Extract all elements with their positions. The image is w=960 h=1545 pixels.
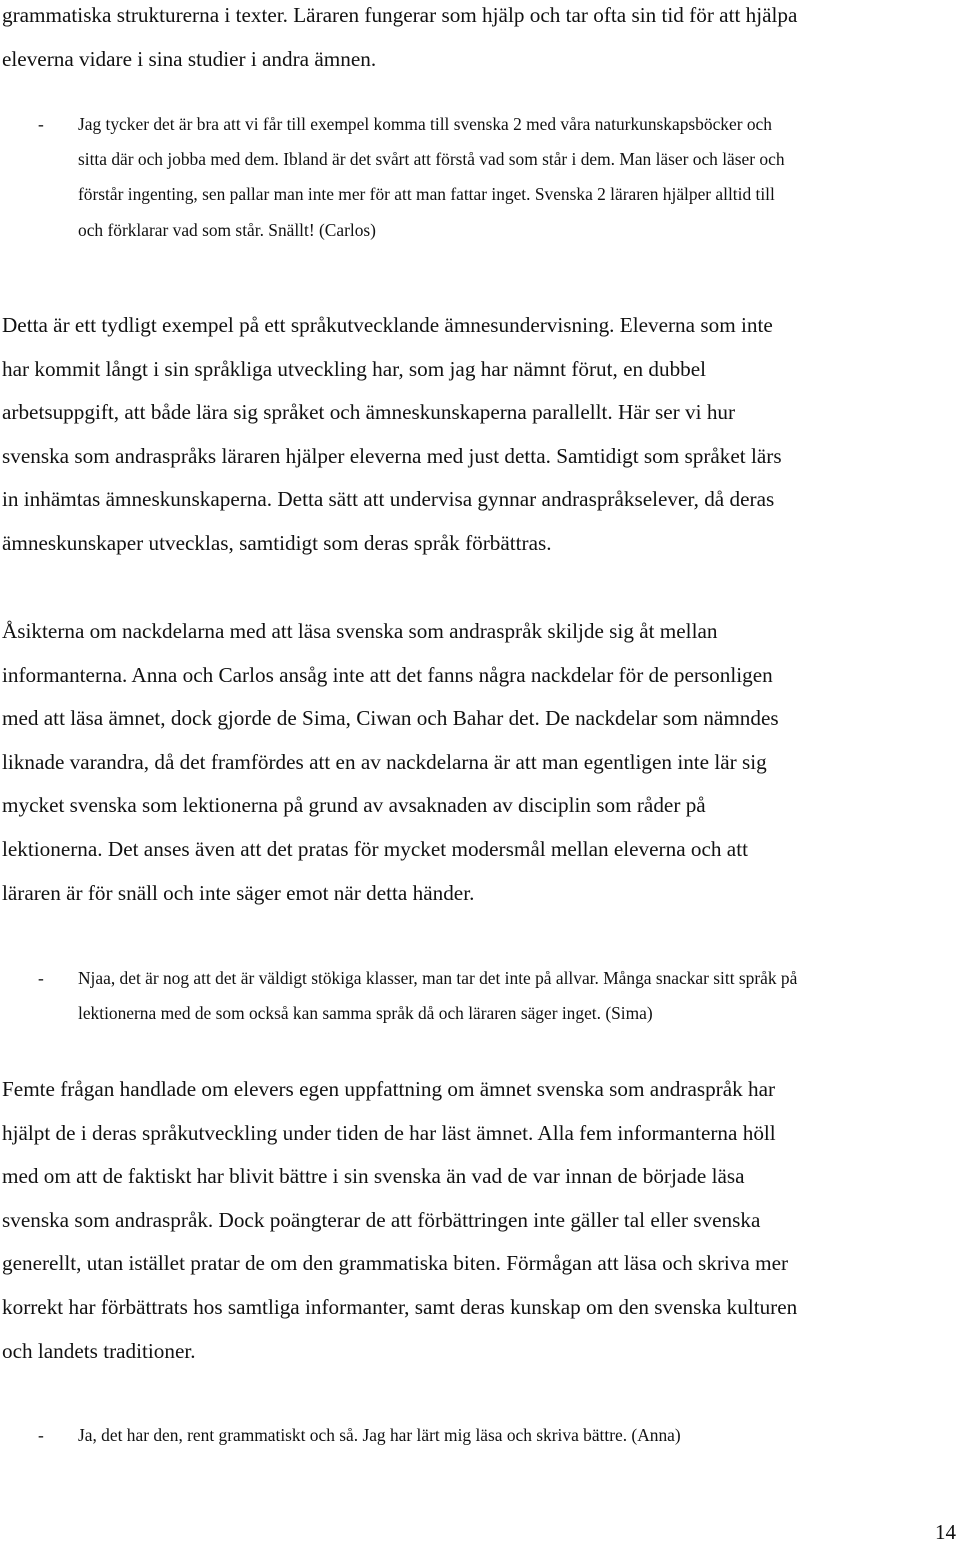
- quote-carlos: [38, 107, 953, 257]
- top-paragraph: [2, 0, 942, 81]
- paragraph-line: arbetsuppgift, att både lära sig språket och ämneskunskaperna parallellt. Här ser vi hur: [2, 400, 736, 425]
- paragraph-fifth-question: [2, 1068, 942, 1373]
- paragraph-line: eleverna vidare i sina studier i andra ämnen.: [2, 46, 377, 71]
- paragraph-line: läraren är för snäll och inte säger emot när detta händer.: [2, 880, 475, 905]
- paragraph-line: med att läsa ämnet, dock gjorde de Sima, Ciwan och Bahar det. De nackdelar som nämndes: [2, 706, 779, 731]
- quote-line: Ja, det har den, rent grammatiskt och så. Jag har lärt mig läsa och skriva bättre. (Anna): [78, 1425, 681, 1445]
- paragraph-line: grammatiska strukturerna i texter. Läraren fungerar som hjälp och tar ofta sin tid för att hjälpa: [2, 3, 798, 27]
- paragraph-line: generellt, utan istället pratar de om den grammatiska biten. Förmågan att läsa och skriva mer: [2, 1251, 789, 1276]
- paragraph-line: mycket svenska som lektionerna på grund av avsaknaden av disciplin som råder på: [2, 793, 706, 818]
- paragraph-line: med om att de faktiskt har blivit bättre i sin svenska än vad de var innan de började läsa: [2, 1164, 745, 1189]
- paragraph-line: Femte frågan handlade om elevers egen uppfattning om ämnet svenska som andraspråk har: [2, 1077, 776, 1101]
- quote-anna: [38, 1418, 953, 1458]
- quote-line: sitta där och jobba med dem. Ibland är det svårt att förstå vad som står i dem. Man läser och läser och: [78, 149, 785, 170]
- paragraph-line: informanterna. Anna och Carlos ansåg inte att det fanns några nackdelar för de personligen: [2, 662, 773, 687]
- paragraph-line: och landets traditioner.: [2, 1338, 196, 1363]
- paragraph-line: in inhämtas ämneskunskaperna. Detta sätt att undervisa gynnar andraspråkselever, då deras: [2, 487, 775, 512]
- quote-line: Jag tycker det är bra att vi får till exempel komma till svenska 2 med våra naturkunskapsböcker och: [78, 114, 772, 134]
- list-bullet: -: [38, 114, 44, 134]
- page-number: 14: [935, 1520, 956, 1544]
- quote-line: Njaa, det är nog att det är väldigt stökiga klasser, man tar det inte på allvar. Många snackar sitt språk på: [78, 968, 798, 988]
- paragraph-line: liknade varandra, då det framfördes att en av nackdelarna är att man egentligen inte lär sig: [2, 749, 767, 774]
- quote-text: [78, 961, 797, 1031]
- list-bullet: -: [38, 968, 44, 988]
- quote-text: [78, 1418, 681, 1453]
- paragraph-example: [2, 304, 942, 566]
- paragraph-line: hjälpt de i deras språkutveckling under tiden de har läst ämnet. Alla fem informanterna höll: [2, 1120, 776, 1145]
- paragraph-line: svenska som andraspråk. Dock poängterar de att förbättringen inte gäller tal eller svenska: [2, 1207, 761, 1232]
- quote-line: förstår ingenting, sen pallar man inte mer för att man fattar inget. Svenska 2 läraren hjälper alltid till: [78, 184, 775, 205]
- paragraph-line: Åsikterna om nackdelarna med att läsa svenska som andraspråk skiljde sig åt mellan: [2, 619, 718, 643]
- quote-sima: [38, 961, 953, 1041]
- paragraph-line: Detta är ett tydligt exempel på ett språkutvecklande ämnesundervisning. Eleverna som inte: [2, 313, 773, 337]
- paragraph-line: har kommit långt i sin språkliga utveckling har, som jag har nämnt förut, en dubbel: [2, 356, 707, 381]
- quote-line: lektionerna med de som också kan samma språk då och läraren säger inget. (Sima): [78, 1003, 653, 1024]
- paragraph-line: svenska som andraspråks läraren hjälper eleverna med just detta. Samtidigt som språket lärs: [2, 443, 782, 468]
- quote-line: och förklarar vad som står. Snällt! (Carlos): [78, 219, 376, 240]
- quote-text: [78, 107, 785, 248]
- paragraph-line: korrekt har förbättrats hos samtliga informanter, samt deras kunskap om den svenska kulturen: [2, 1294, 798, 1319]
- paragraph-line: ämneskunskaper utvecklas, samtidigt som deras språk förbättras.: [2, 530, 552, 555]
- paragraph-disadvantages: [2, 610, 942, 915]
- paragraph-line: lektionerna. Det anses även att det pratas för mycket modersmål mellan eleverna och att: [2, 836, 748, 861]
- list-bullet: -: [38, 1425, 44, 1445]
